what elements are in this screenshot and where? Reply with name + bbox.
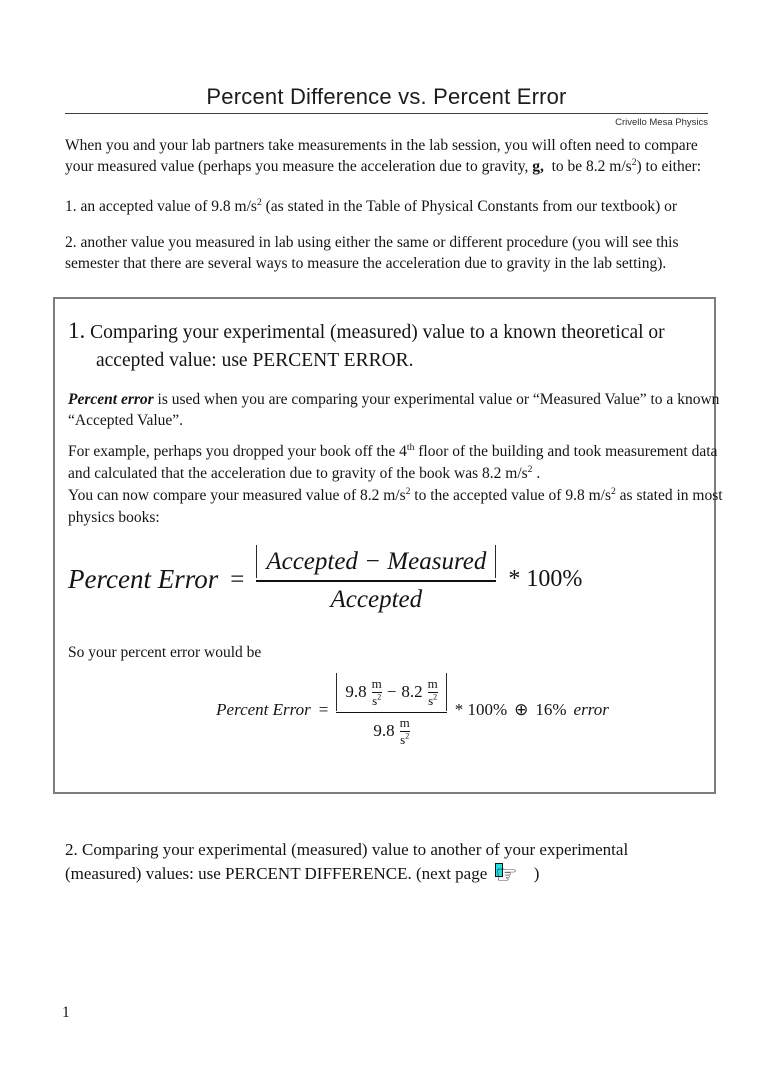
definition-line-2: “Accepted Value”.: [68, 412, 184, 429]
unit-denominator: [428, 694, 437, 708]
percent-error-section-box: [53, 297, 723, 794]
result-value: 16%: [535, 699, 567, 719]
example-text: You can now compare your measured value of 8.2 m/s: [68, 487, 406, 504]
formula-multiplier: * 100%: [454, 699, 508, 719]
unit-exponent: 2: [377, 692, 382, 702]
closing-paren: ): [533, 864, 540, 883]
accepted-value: 9.8: [345, 682, 367, 702]
result-word: error: [573, 699, 609, 719]
example-text: For example, perhaps you dropped your book off the 4: [68, 443, 407, 460]
intro-line-1: When you and your lab partners take measurements in the lab session, you will often need to compare: [65, 137, 698, 154]
unit-fraction-m-per-s2: [400, 716, 410, 746]
so-text: So your percent error would be: [68, 644, 262, 661]
page-title: Percent Difference vs. Percent Error: [206, 84, 567, 109]
exponent: 2: [256, 196, 262, 208]
example-line-1: [68, 441, 718, 463]
gravity-symbol: g,: [532, 158, 544, 175]
list-item-1-text-b: (as stated in the Table of Physical Constants from our textbook) or: [261, 198, 678, 215]
unit-exponent: 2: [433, 692, 438, 702]
page-number: 1: [62, 1004, 70, 1021]
example-text: as stated in most: [615, 487, 723, 504]
formula-lhs: Percent Error: [68, 564, 219, 594]
list-item-1-text-a: 1. an accepted value of 9.8 m/s: [65, 198, 257, 215]
intro-line-2-text-c: ) to either:: [636, 158, 702, 175]
example-text: and calculated that the acceleration due to gravity of the book was 8.2 m/s: [68, 465, 528, 482]
absolute-value-numerator: [336, 673, 446, 711]
next-section-text: (measured) values: use PERCENT DIFFERENCE. (next page: [65, 864, 488, 883]
formula-lhs: Percent Error: [216, 699, 311, 719]
list-item-1-line: [65, 196, 708, 217]
document-page: [0, 84, 768, 1078]
next-section-paragraph: [65, 838, 708, 889]
exponent: 2: [405, 485, 411, 497]
percent-error-definition: [68, 389, 720, 431]
intro-paragraph: [65, 135, 708, 177]
ordinal-suffix: th: [406, 441, 415, 453]
unit-fraction-m-per-s2: [372, 677, 382, 707]
title-block: [65, 84, 708, 114]
approx-symbol: ⊕: [514, 699, 529, 719]
minus-sign: −: [386, 682, 397, 702]
formula-multiplier: * 100%: [508, 566, 583, 592]
list-item-2-line-2: semester that there are several ways to measure the acceleration due to gravity in the lab setting).: [65, 255, 667, 272]
unit-letter: s: [372, 692, 378, 708]
formula-fraction: [256, 545, 496, 614]
example-line-3: [68, 485, 723, 507]
list-item-2: [65, 232, 708, 274]
worked-fraction: [336, 673, 446, 747]
worked-example-formula: [68, 673, 702, 747]
example-paragraph: [68, 441, 723, 529]
section-heading-line-2: accepted value: use PERCENT ERROR.: [96, 350, 414, 371]
fraction-denominator: [373, 716, 409, 746]
section-heading-line-1: Comparing your experimental (measured) value to a known theoretical or: [85, 322, 665, 343]
exponent: 2: [611, 485, 616, 497]
fraction-bar: [256, 580, 496, 582]
percent-error-term: Percent error: [68, 391, 154, 408]
section-number: 1.: [68, 318, 86, 343]
unit-fraction-m-per-s2: [428, 677, 438, 707]
list-item-1: [65, 196, 708, 217]
definition-line-1: [68, 389, 720, 410]
intro-line-2: [65, 156, 708, 177]
unit-numerator: m: [399, 715, 410, 731]
next-section-line-2: [65, 862, 708, 889]
example-text: .: [532, 465, 541, 482]
equals-sign: =: [318, 699, 329, 719]
example-line-4: physics books:: [68, 509, 160, 526]
unit-exponent: 2: [405, 731, 410, 741]
unit-denominator: [400, 733, 409, 747]
example-text: to the accepted value of 9.8 m/s: [410, 487, 611, 504]
equals-sign: =: [230, 565, 245, 593]
accepted-value: 9.8: [373, 721, 395, 741]
fraction-bar: [336, 712, 446, 713]
absolute-value-numerator: Accepted − Measured: [256, 545, 496, 578]
definition-text: is used when you are comparing your experimental value or “Measured Value” to a known: [153, 391, 720, 408]
percent-error-formula: [68, 545, 702, 614]
section-heading: [68, 317, 702, 375]
byline: Crivello Mesa Physics: [615, 117, 708, 128]
measured-value: 8.2: [401, 682, 423, 702]
unit-numerator: m: [427, 676, 438, 691]
hand-glyph: ☞: [495, 862, 518, 889]
list-item-2-line-1: 2. another value you measured in lab using either the same or different procedure (you will see this: [65, 234, 679, 251]
fraction-denominator: Accepted: [330, 586, 423, 613]
intro-line-2-text-b: to be 8.2 m/s: [543, 158, 632, 175]
unit-letter: s: [428, 692, 434, 708]
intro-line-2-text: your measured value (perhaps you measure the acceleration due to gravity,: [65, 158, 533, 175]
worked-result: [455, 700, 609, 720]
example-text: floor of the building and took measurement data: [414, 443, 718, 460]
unit-letter: s: [400, 731, 406, 747]
example-line-2: [68, 463, 702, 485]
next-section-line-1: 2. Comparing your experimental (measured) value to another of your experimental: [65, 840, 629, 859]
unit-numerator: m: [371, 676, 382, 691]
exponent: 2: [527, 463, 533, 475]
unit-denominator: [372, 694, 381, 708]
exponent: 2: [631, 156, 637, 168]
